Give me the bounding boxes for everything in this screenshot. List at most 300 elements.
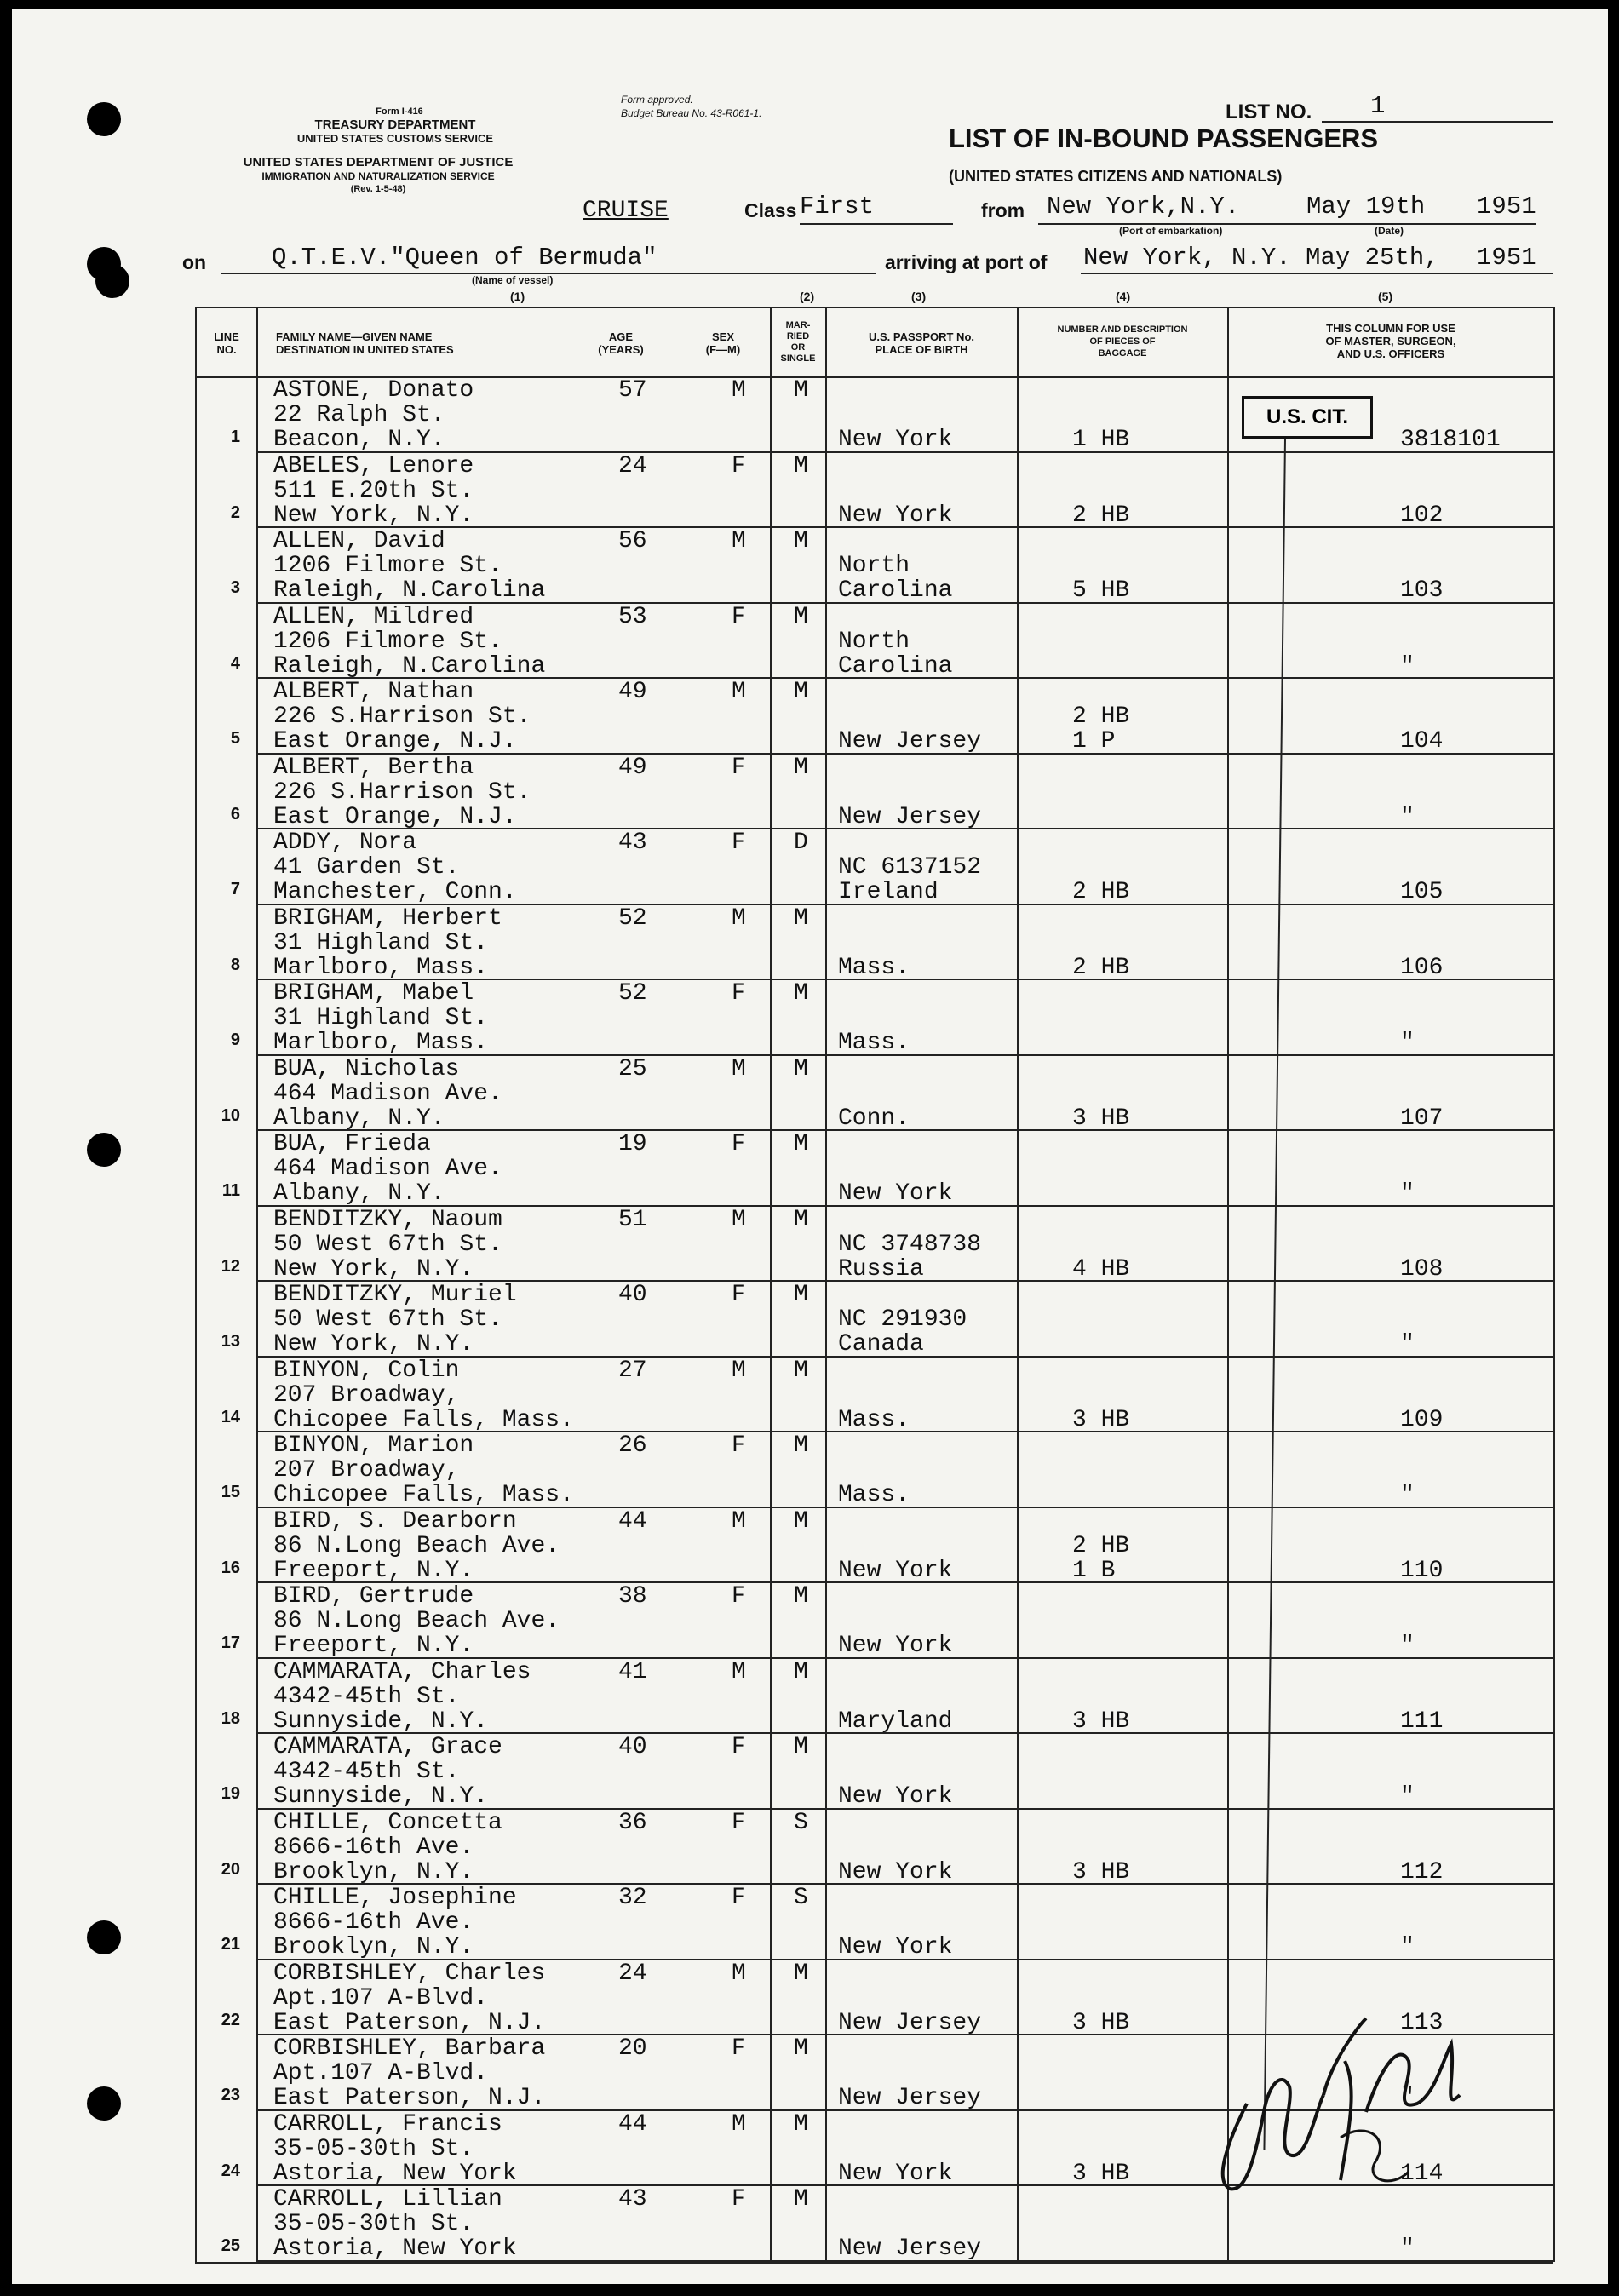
passenger-city: Brooklyn, N.Y. xyxy=(273,1858,474,1886)
passenger-sex: F xyxy=(732,1583,746,1610)
line-number: 2 xyxy=(230,502,240,522)
passenger-name: BENDITZKY, Muriel xyxy=(273,1282,517,1308)
officer-number: " xyxy=(1400,803,1415,830)
passenger-address: 86 N.Long Beach Ave. xyxy=(273,1532,560,1559)
table-top-border xyxy=(195,307,1553,308)
baggage-line2: 2 HB xyxy=(1072,879,1130,905)
passenger-age: 49 xyxy=(618,679,647,705)
birthplace: New York xyxy=(838,1858,953,1886)
form-title: LIST OF IN-BOUND PASSENGERS xyxy=(949,123,1379,153)
passenger-sex: M xyxy=(732,528,746,554)
passenger-city: Freeport, N.Y. xyxy=(273,1633,474,1659)
passport-line1: NC 291930 xyxy=(838,1306,967,1333)
table-row xyxy=(12,1281,1608,1357)
passenger-sex: F xyxy=(732,1809,746,1836)
table-row xyxy=(12,1206,1608,1282)
birthplace: New Jersey xyxy=(838,803,982,830)
passenger-age: 32 xyxy=(618,1885,647,1911)
budget-bureau: Budget Bureau No. 43-R061-1. xyxy=(621,107,762,119)
dept-immigration: IMMIGRATION AND NATURALIZATION SERVICE xyxy=(261,170,495,182)
passenger-name: BUA, Nicholas xyxy=(273,1055,460,1082)
marital-status: M xyxy=(794,2186,808,2213)
passenger-address: Apt.107 A-Blvd. xyxy=(273,1984,489,2012)
birthplace: Conn. xyxy=(838,1105,910,1132)
col-header-officers: THIS COLUMN FOR USE OF MASTER, SURGEON, AND U.S. OFFICERS xyxy=(1325,322,1456,360)
passenger-age: 25 xyxy=(618,1055,647,1082)
passenger-address: 1206 Filmore St. xyxy=(273,553,502,579)
birthplace: Carolina xyxy=(838,652,953,680)
col-header-married: MAR- RIED OR SINGLE xyxy=(780,320,816,364)
baggage-line2: 1 B xyxy=(1072,1557,1116,1584)
officer-number: 3818101 xyxy=(1400,427,1501,453)
passenger-age: 40 xyxy=(618,1282,647,1308)
officer-number: 104 xyxy=(1400,728,1444,755)
passenger-address: 31 Highland St. xyxy=(273,1005,489,1031)
line-number: 21 xyxy=(221,1935,240,1954)
passenger-address: 22 Ralph St. xyxy=(273,402,445,428)
marital-status: M xyxy=(794,377,808,404)
passenger-age: 38 xyxy=(618,1583,647,1610)
baggage-line2: 3 HB xyxy=(1072,2160,1130,2187)
passenger-city: East Orange, N.J. xyxy=(273,728,517,755)
passenger-name: ASTONE, Donato xyxy=(273,377,474,404)
birthplace: New York xyxy=(838,502,953,529)
from-label: from xyxy=(981,199,1025,221)
line-number: 15 xyxy=(221,1483,240,1501)
line-number: 22 xyxy=(221,2010,240,2029)
marital-status: M xyxy=(794,1206,808,1233)
passenger-address: 35-05-30th St. xyxy=(273,2211,474,2237)
passenger-address: 226 S.Harrison St. xyxy=(273,778,531,806)
passenger-city: East Paterson, N.J. xyxy=(273,2009,546,2036)
marital-status: M xyxy=(794,1507,808,1535)
table-row xyxy=(12,678,1608,754)
passenger-address: 207 Broadway, xyxy=(273,1381,460,1409)
birthplace: Mass. xyxy=(838,954,910,981)
marital-status: M xyxy=(794,528,808,554)
passenger-address: 464 Madison Ave. xyxy=(273,1080,502,1107)
officer-number: " xyxy=(1400,1482,1415,1508)
table-row xyxy=(12,452,1608,528)
passenger-age: 36 xyxy=(618,1809,647,1836)
baggage-line2: 3 HB xyxy=(1072,2009,1130,2036)
table-row xyxy=(12,1130,1608,1206)
officer-number: 103 xyxy=(1400,577,1444,604)
passenger-age: 40 xyxy=(618,1734,647,1760)
passport-line1: North xyxy=(838,628,910,655)
passenger-name: CORBISHLEY, Charles xyxy=(273,1960,546,1987)
line-number: 25 xyxy=(221,2236,240,2255)
passenger-city: Marlboro, Mass. xyxy=(273,1030,489,1056)
officer-number: " xyxy=(1400,2085,1415,2111)
passenger-age: 41 xyxy=(618,1658,647,1685)
line-number: 20 xyxy=(221,1859,240,1879)
passenger-age: 51 xyxy=(618,1206,647,1233)
officer-number: " xyxy=(1400,1030,1415,1056)
table-row xyxy=(12,527,1608,603)
arriving-year: 1951 xyxy=(1477,244,1536,272)
line-number: 19 xyxy=(221,1784,240,1803)
passenger-city: New York, N.Y. xyxy=(273,502,474,529)
arriving-value: New York, N.Y. May 25th, xyxy=(1083,244,1439,272)
passenger-sex: M xyxy=(732,904,746,932)
dept-justice: UNITED STATES DEPARTMENT OF JUSTICE xyxy=(243,155,514,169)
passenger-name: BUA, Frieda xyxy=(273,1131,431,1157)
form-number: Form I-416 xyxy=(376,106,423,117)
marital-status: S xyxy=(794,1885,808,1911)
list-no-label: LIST NO. xyxy=(1226,100,1312,123)
passenger-age: 19 xyxy=(618,1131,647,1157)
passenger-age: 56 xyxy=(618,528,647,554)
birthplace: New York xyxy=(838,1783,953,1810)
marital-status: M xyxy=(794,1357,808,1384)
passenger-address: 464 Madison Ave. xyxy=(273,1156,502,1182)
passenger-sex: M xyxy=(732,2110,746,2138)
table-row xyxy=(12,1884,1608,1960)
passenger-age: 24 xyxy=(618,1960,647,1987)
passenger-name: CARROLL, Francis xyxy=(273,2110,502,2138)
passenger-age: 53 xyxy=(618,603,647,630)
table-row xyxy=(12,1582,1608,1658)
passenger-address: 31 Highland St. xyxy=(273,929,489,956)
marital-status: M xyxy=(794,1282,808,1308)
marital-status: M xyxy=(794,2110,808,2138)
line-number: 14 xyxy=(221,1407,240,1426)
table-bottom-border xyxy=(195,2262,1553,2264)
list-no-underline xyxy=(1322,121,1553,123)
baggage-line2: 1 P xyxy=(1072,728,1116,755)
class-value: First xyxy=(800,192,875,221)
marital-status: M xyxy=(794,1658,808,1685)
passenger-sex: F xyxy=(732,2035,746,2062)
passenger-city: Brooklyn, N.Y. xyxy=(273,1934,474,1960)
passenger-age: 44 xyxy=(618,2110,647,2138)
passenger-sex: M xyxy=(732,1507,746,1535)
passenger-sex: F xyxy=(732,1131,746,1157)
passenger-city: Chicopee Falls, Mass. xyxy=(273,1482,574,1508)
passport-line1: North xyxy=(838,553,910,579)
passenger-sex: M xyxy=(732,679,746,705)
passenger-address: 41 Garden St. xyxy=(273,854,460,881)
passenger-sex: F xyxy=(732,1282,746,1308)
table-row xyxy=(12,1357,1608,1432)
marital-status: M xyxy=(794,754,808,781)
passenger-city: Raleigh, N.Carolina xyxy=(273,577,546,604)
line-number: 12 xyxy=(221,1256,240,1276)
list-no-value: 1 xyxy=(1370,92,1386,120)
marital-status: M xyxy=(794,1583,808,1610)
form-approved: Form approved. xyxy=(621,94,693,106)
passenger-sex: F xyxy=(732,754,746,781)
officer-number: 111 xyxy=(1400,1708,1444,1735)
marital-status: M xyxy=(794,452,808,479)
passenger-city: Manchester, Conn. xyxy=(273,879,517,905)
from-underline xyxy=(1038,223,1536,225)
birthplace: Mass. xyxy=(838,1482,910,1508)
passport-line1: NC 6137152 xyxy=(838,854,982,881)
form-subtitle: (UNITED STATES CITIZENS AND NATIONALS) xyxy=(949,168,1283,185)
passenger-name: ALLEN, Mildred xyxy=(273,603,474,630)
line-number: 7 xyxy=(230,880,240,898)
passenger-sex: F xyxy=(732,1432,746,1459)
marital-status: M xyxy=(794,1055,808,1082)
passenger-city: New York, N.Y. xyxy=(273,1331,474,1358)
col-header-age: AGE (YEARS) xyxy=(598,330,644,356)
row-divider xyxy=(256,2260,1553,2262)
officer-number: 108 xyxy=(1400,1255,1444,1283)
passenger-sex: F xyxy=(732,829,746,856)
passenger-city: Astoria, New York xyxy=(273,2236,517,2262)
birthplace: New York xyxy=(838,1557,953,1584)
binder-hole xyxy=(95,264,129,298)
passenger-sex: F xyxy=(732,2186,746,2213)
officer-number: 113 xyxy=(1400,2009,1444,2036)
baggage-line2: 3 HB xyxy=(1072,1858,1130,1886)
passenger-name: CORBISHLEY, Barbara xyxy=(273,2035,546,2062)
passport-line1: NC 3748738 xyxy=(838,1231,982,1258)
passenger-name: CHILLE, Concetta xyxy=(273,1809,502,1836)
col-header-line: LINE NO. xyxy=(214,330,239,356)
birthplace: New Jersey xyxy=(838,2009,982,2036)
officer-number: 106 xyxy=(1400,954,1444,981)
marital-status: M xyxy=(794,904,808,932)
birthplace: New York xyxy=(838,1934,953,1960)
passenger-sex: M xyxy=(732,1357,746,1384)
passenger-age: 57 xyxy=(618,377,647,404)
col-num-1: (1) xyxy=(510,290,525,303)
passenger-name: BIRD, S. Dearborn xyxy=(273,1507,517,1535)
passenger-sex: F xyxy=(732,980,746,1007)
officer-number: 105 xyxy=(1400,879,1444,905)
from-value: New York,N.Y. xyxy=(1047,192,1240,221)
birthplace: Mass. xyxy=(838,1030,910,1056)
form-revision: (Rev. 1-5-48) xyxy=(350,184,406,194)
passenger-name: ALLEN, David xyxy=(273,528,445,554)
table-row xyxy=(12,979,1608,1055)
passenger-age: 43 xyxy=(618,2186,647,2213)
passenger-sex: F xyxy=(732,452,746,479)
from-date: May 19th xyxy=(1306,192,1426,221)
passenger-name: CAMMARATA, Charles xyxy=(273,1658,531,1685)
passenger-address: 35-05-30th St. xyxy=(273,2135,474,2162)
passenger-name: ALBERT, Bertha xyxy=(273,754,474,781)
passenger-address: Apt.107 A-Blvd. xyxy=(273,2060,489,2086)
baggage-line1: 2 HB xyxy=(1072,703,1130,730)
binder-hole xyxy=(87,102,121,136)
passenger-city: Albany, N.Y. xyxy=(273,1105,445,1132)
passenger-name: BENDITZKY, Naoum xyxy=(273,1206,502,1233)
port-embark-caption: (Port of embarkation) xyxy=(1119,225,1223,237)
passenger-city: East Orange, N.J. xyxy=(273,803,517,830)
passenger-city: Marlboro, Mass. xyxy=(273,954,489,981)
birthplace: New Jersey xyxy=(838,2085,982,2111)
col-header-sex: SEX (F—M) xyxy=(705,330,741,356)
officer-number: " xyxy=(1400,2236,1415,2262)
passenger-address: 8666-16th Ave. xyxy=(273,1834,474,1861)
baggage-line2: 3 HB xyxy=(1072,1105,1130,1132)
marital-status: S xyxy=(794,1809,808,1836)
passenger-address: 86 N.Long Beach Ave. xyxy=(273,1608,560,1634)
line-number: 24 xyxy=(221,2161,240,2180)
birthplace: New York xyxy=(838,1180,953,1207)
birthplace: New York xyxy=(838,1633,953,1659)
table-row xyxy=(12,829,1608,904)
passenger-sex: M xyxy=(732,377,746,404)
line-number: 6 xyxy=(230,804,240,824)
arriving-label: arriving at port of xyxy=(885,251,1048,273)
table-row xyxy=(12,1658,1608,1734)
baggage-line2: 1 HB xyxy=(1072,427,1130,453)
officer-number: 102 xyxy=(1400,502,1444,529)
table-row xyxy=(12,1055,1608,1131)
passenger-city: Albany, N.Y. xyxy=(273,1180,445,1207)
passenger-city: New York, N.Y. xyxy=(273,1255,474,1283)
marital-status: M xyxy=(794,980,808,1007)
officer-number: " xyxy=(1400,1331,1415,1358)
marital-status: M xyxy=(794,603,808,630)
manifest-page xyxy=(12,9,1608,2284)
line-number: 9 xyxy=(230,1030,240,1049)
vessel-caption: (Name of vessel) xyxy=(472,274,554,286)
table-row xyxy=(12,1809,1608,1885)
birthplace: Canada xyxy=(838,1331,924,1358)
birthplace: Maryland xyxy=(838,1708,953,1735)
passenger-age: 43 xyxy=(618,829,647,856)
us-citizen-stamp: U.S. CIT. xyxy=(1242,396,1373,439)
officer-signature xyxy=(1196,2010,1477,2206)
passenger-name: CAMMARATA, Grace xyxy=(273,1734,502,1760)
marital-status: M xyxy=(794,1432,808,1459)
class-label: Class xyxy=(744,199,797,221)
arriving-underline xyxy=(1081,273,1553,274)
officer-number: 109 xyxy=(1400,1406,1444,1433)
passenger-name: BINYON, Marion xyxy=(273,1432,474,1459)
passenger-name: BRIGHAM, Herbert xyxy=(273,904,502,932)
col-num-2: (2) xyxy=(800,290,815,303)
passenger-age: 26 xyxy=(618,1432,647,1459)
passenger-city: Freeport, N.Y. xyxy=(273,1557,474,1584)
table-row xyxy=(12,603,1608,679)
birthplace: New York xyxy=(838,2160,953,2187)
line-number: 4 xyxy=(230,653,240,673)
col-num-4: (4) xyxy=(1116,290,1131,303)
officer-number: " xyxy=(1400,1934,1415,1960)
birthplace: Carolina xyxy=(838,577,953,604)
passenger-sex: M xyxy=(732,1055,746,1082)
col-num-3: (3) xyxy=(911,290,927,303)
birthplace: Russia xyxy=(838,1255,924,1283)
passenger-address: 4342-45th St. xyxy=(273,1759,460,1785)
col-header-baggage: NUMBER AND DESCRIPTION OF PIECES OF BAGGAGE xyxy=(1057,324,1188,359)
table-row xyxy=(12,754,1608,829)
line-number: 3 xyxy=(230,578,240,597)
table-row xyxy=(12,1733,1608,1809)
passenger-sex: M xyxy=(732,1960,746,1987)
passenger-sex: F xyxy=(732,1734,746,1760)
passenger-city: East Paterson, N.J. xyxy=(273,2085,546,2111)
passenger-name: BRIGHAM, Mabel xyxy=(273,980,474,1007)
table-row xyxy=(12,1507,1608,1583)
table-row xyxy=(12,904,1608,980)
marital-status: M xyxy=(794,1734,808,1760)
passenger-name: CHILLE, Josephine xyxy=(273,1885,517,1911)
passenger-age: 49 xyxy=(618,754,647,781)
passenger-name: ADDY, Nora xyxy=(273,829,417,856)
line-number: 17 xyxy=(221,1633,240,1652)
marital-status: M xyxy=(794,679,808,705)
passenger-age: 27 xyxy=(618,1357,647,1384)
line-number: 13 xyxy=(221,1332,240,1351)
marital-status: M xyxy=(794,1960,808,1987)
line-number: 1 xyxy=(230,428,240,446)
baggage-line2: 2 HB xyxy=(1072,954,1130,981)
passenger-sex: M xyxy=(732,1206,746,1233)
cruise-label: CRUISE xyxy=(583,198,669,224)
birthplace: Ireland xyxy=(838,879,939,905)
officer-number: " xyxy=(1400,1783,1415,1810)
line-number: 18 xyxy=(221,1708,240,1728)
passenger-age: 52 xyxy=(618,904,647,932)
dept-customs: UNITED STATES CUSTOMS SERVICE xyxy=(296,132,494,145)
passenger-city: Sunnyside, N.Y. xyxy=(273,1783,489,1810)
date-caption: (Date) xyxy=(1375,225,1404,237)
officer-number: " xyxy=(1400,1180,1415,1207)
baggage-line2: 3 HB xyxy=(1072,1708,1130,1735)
passenger-sex: F xyxy=(732,1885,746,1911)
on-label: on xyxy=(182,251,207,273)
line-number: 10 xyxy=(221,1105,240,1125)
officer-number: 107 xyxy=(1400,1105,1444,1132)
passenger-name: ALBERT, Nathan xyxy=(273,679,474,705)
line-number: 8 xyxy=(230,955,240,974)
passenger-sex: M xyxy=(732,1658,746,1685)
passenger-name: CARROLL, Lillian xyxy=(273,2186,502,2213)
passenger-name: ABELES, Lenore xyxy=(273,452,474,479)
line-number: 5 xyxy=(230,729,240,748)
officer-number: " xyxy=(1400,1633,1415,1659)
officer-number: 110 xyxy=(1400,1557,1444,1584)
officer-number: 114 xyxy=(1400,2160,1444,2187)
baggage-line2: 3 HB xyxy=(1072,1406,1130,1433)
passenger-city: Raleigh, N.Carolina xyxy=(273,652,546,680)
birthplace: New York xyxy=(838,427,953,453)
marital-status: D xyxy=(794,829,808,856)
passenger-address: 511 E.20th St. xyxy=(273,477,474,504)
line-number: 23 xyxy=(221,2086,240,2104)
table-row xyxy=(12,1432,1608,1507)
passenger-city: Chicopee Falls, Mass. xyxy=(273,1406,574,1433)
marital-status: M xyxy=(794,1131,808,1157)
line-number: 16 xyxy=(221,1558,240,1577)
col-num-5: (5) xyxy=(1378,290,1393,303)
col-header-passport: U.S. PASSPORT No. PLACE OF BIRTH xyxy=(869,330,974,356)
marital-status: M xyxy=(794,2035,808,2062)
line-number: 11 xyxy=(221,1181,240,1200)
officer-number: " xyxy=(1400,652,1415,680)
birthplace: New Jersey xyxy=(838,728,982,755)
passenger-name: BINYON, Colin xyxy=(273,1357,460,1384)
baggage-line2: 5 HB xyxy=(1072,577,1130,604)
passenger-sex: F xyxy=(732,603,746,630)
birthplace: New Jersey xyxy=(838,2236,982,2262)
passenger-address: 50 West 67th St. xyxy=(273,1231,502,1258)
passenger-age: 44 xyxy=(618,1507,647,1535)
passenger-address: 8666-16th Ave. xyxy=(273,1909,474,1936)
passenger-city: Beacon, N.Y. xyxy=(273,427,445,453)
passenger-age: 52 xyxy=(618,980,647,1007)
baggage-line1: 2 HB xyxy=(1072,1532,1130,1559)
baggage-line2: 4 HB xyxy=(1072,1255,1130,1283)
